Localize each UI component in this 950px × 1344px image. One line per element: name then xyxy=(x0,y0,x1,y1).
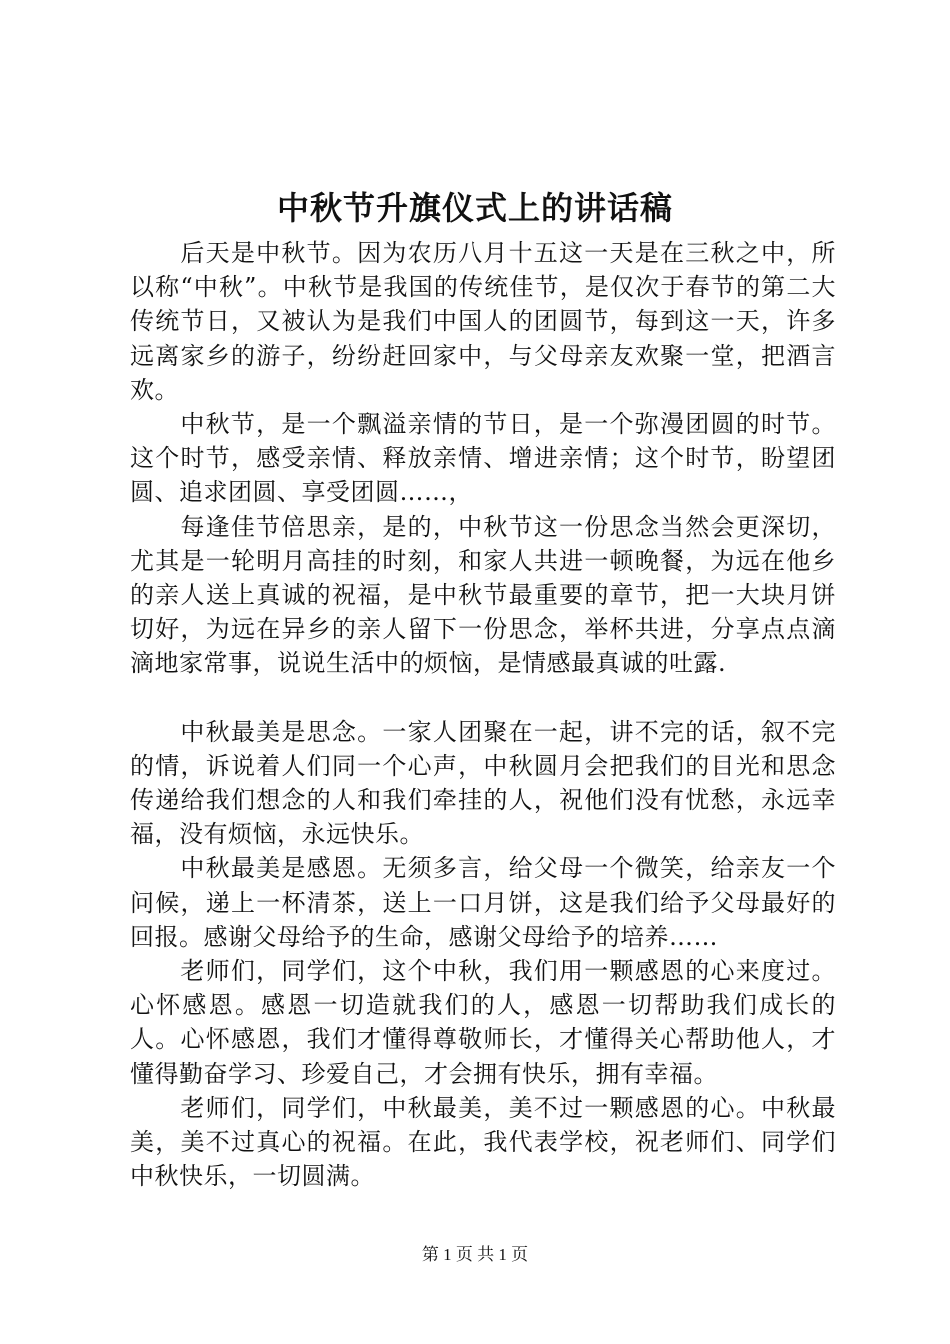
paragraph-4: 中秋最美是思念。一家人团聚在一起，讲不完的话，叙不完的情，诉说着人们同一个心声，中秋圆月会把我们的目光和思念传递给我们想念的人和我们牵挂的人，祝他们没有忧愁，永远幸福，没有烦恼，永远快乐。 xyxy=(130,717,836,849)
document-title: 中秋节升旗仪式上的讲话稿 xyxy=(276,189,673,227)
paragraph-1: 后天是中秋节。因为农历八月十五这一天是在三秋之中，所以称“中秋”。中秋节是我国的传统佳节，是仅次于春节的第二大传统节日，又被认为是我们中国人的团圆节，每到这一天，许多远离家乡的游子，纷纷赶回家中，与父母亲友欢聚一堂，把酒言欢。 xyxy=(130,239,836,404)
paragraph-5: 中秋最美是感恩。无须多言，给父母一个微笑，给亲友一个问候，递上一杯清茶，送上一口月饼，这是我们给予父母最好的回报。感谢父母给予的生命，感谢父母给予的培养…… xyxy=(130,854,836,951)
paragraph-7: 老师们，同学们，中秋最美，美不过一颗感恩的心。中秋最美，美不过真心的祝福。在此，我代表学校，祝老师们、同学们中秋快乐，一切圆满。 xyxy=(130,1093,836,1191)
page-footer: 第 1 页 共 1 页 xyxy=(421,1245,529,1264)
document-body xyxy=(130,236,836,1193)
paragraph-3: 每逢佳节倍思亲，是的，中秋节这一份思念当然会更深切，尤其是一轮明月高挂的时刻，和家人共进一顿晚餐，为远在他乡的亲人送上真诚的祝福，是中秋节最重要的章节，把一大块月饼切好，为远在异乡的亲人留下一份思念，举杯共进，分享点点滴滴地家常事，说说生活中的烦恼，是情感最真诚的吐露. xyxy=(130,512,836,678)
paragraph-6: 老师们，同学们，这个中秋，我们用一颗感恩的心来度过。心怀感恩。感恩一切造就我们的人，感恩一切帮助我们成长的人。心怀感恩，我们才懂得尊敬师长，才懂得关心帮助他人，才懂得勤奋学习、珍爱自己，才会拥有快乐，拥有幸福。 xyxy=(130,957,836,1088)
paragraph-2: 中秋节，是一个飘溢亲情的节日，是一个弥漫团圆的时节。这个时节，感受亲情、释放亲情、增进亲情；这个时节，盼望团圆、追求团圆、享受团圆……， xyxy=(130,410,836,507)
